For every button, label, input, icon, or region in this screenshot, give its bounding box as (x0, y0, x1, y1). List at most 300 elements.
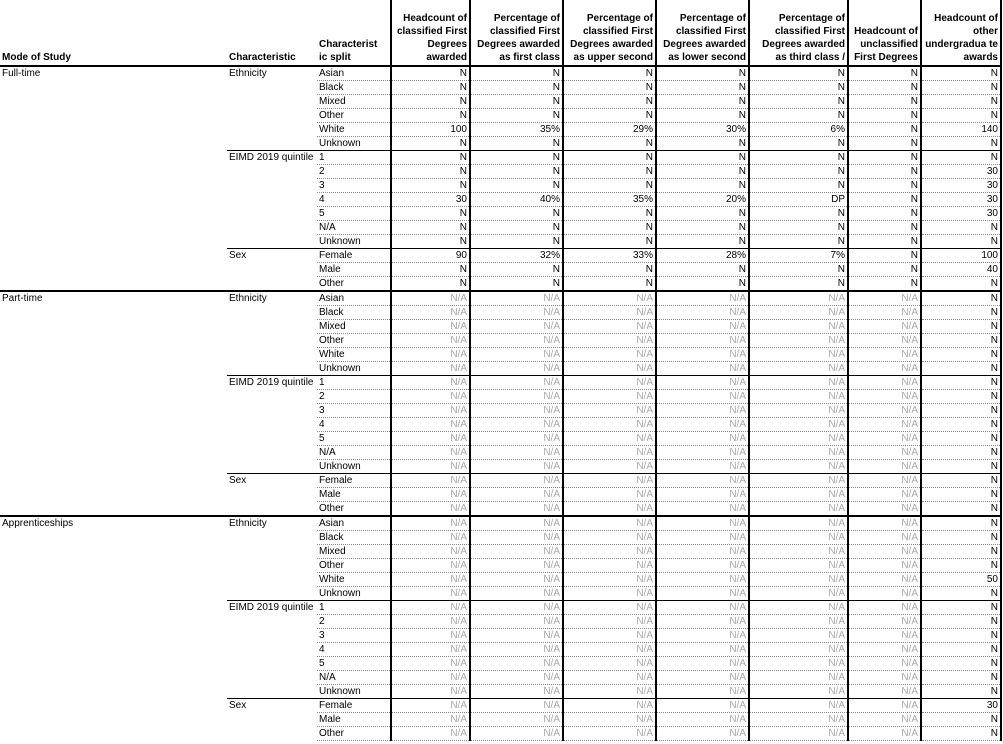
value-cell[interactable]: N/A (848, 516, 921, 531)
value-cell[interactable]: N (921, 362, 1001, 376)
value-cell[interactable]: N (563, 235, 656, 249)
empty-cell[interactable] (227, 545, 317, 559)
value-cell[interactable]: N/A (656, 601, 749, 615)
empty-cell[interactable] (0, 348, 227, 362)
value-cell[interactable]: N/A (470, 671, 563, 685)
value-cell[interactable]: N/A (848, 446, 921, 460)
value-cell[interactable]: N (656, 165, 749, 179)
value-cell[interactable]: N/A (749, 559, 848, 573)
value-cell[interactable]: N/A (749, 573, 848, 587)
header-pct-third-class[interactable]: Percentage of classified First Degrees awarded as third class / (749, 0, 848, 66)
value-cell[interactable]: N/A (749, 418, 848, 432)
value-cell[interactable]: N (921, 235, 1001, 249)
empty-cell[interactable] (227, 277, 317, 292)
value-cell[interactable]: N/A (749, 488, 848, 502)
value-cell[interactable]: N (749, 277, 848, 292)
value-cell[interactable]: N (921, 306, 1001, 320)
empty-cell[interactable] (227, 629, 317, 643)
value-cell[interactable]: N/A (470, 573, 563, 587)
value-cell[interactable]: N/A (656, 671, 749, 685)
value-cell[interactable]: N/A (749, 502, 848, 517)
empty-cell[interactable] (0, 109, 227, 123)
value-cell[interactable]: N/A (391, 474, 470, 488)
value-cell[interactable]: N (656, 81, 749, 95)
characteristic-cell[interactable]: Sex (227, 699, 317, 713)
value-cell[interactable]: N/A (470, 615, 563, 629)
value-cell[interactable]: N (391, 109, 470, 123)
value-cell[interactable]: N/A (749, 404, 848, 418)
value-cell[interactable]: N/A (848, 531, 921, 545)
characteristic-split-cell[interactable]: Asian (317, 291, 391, 306)
value-cell[interactable]: N/A (848, 629, 921, 643)
value-cell[interactable]: N/A (470, 334, 563, 348)
value-cell[interactable]: N/A (749, 657, 848, 671)
value-cell[interactable]: N/A (749, 446, 848, 460)
value-cell[interactable]: N/A (470, 291, 563, 306)
empty-cell[interactable] (227, 404, 317, 418)
value-cell[interactable]: 40% (470, 193, 563, 207)
header-headcount-classified[interactable]: Headcount of classified First Degrees awarded (391, 0, 470, 66)
value-cell[interactable]: N/A (656, 629, 749, 643)
value-cell[interactable]: N/A (563, 348, 656, 362)
characteristic-split-cell[interactable]: Male (317, 488, 391, 502)
value-cell[interactable]: 6% (749, 123, 848, 137)
value-cell[interactable]: N/A (470, 643, 563, 657)
value-cell[interactable]: N (921, 587, 1001, 601)
value-cell[interactable]: N/A (749, 390, 848, 404)
characteristic-split-cell[interactable]: Unknown (317, 587, 391, 601)
empty-cell[interactable] (0, 320, 227, 334)
empty-cell[interactable] (0, 502, 227, 517)
empty-cell[interactable] (227, 109, 317, 123)
value-cell[interactable]: N/A (848, 460, 921, 474)
empty-cell[interactable] (0, 418, 227, 432)
empty-cell[interactable] (227, 348, 317, 362)
value-cell[interactable]: N/A (470, 713, 563, 727)
value-cell[interactable]: N (921, 713, 1001, 727)
value-cell[interactable]: N/A (749, 362, 848, 376)
characteristic-cell[interactable]: Sex (227, 474, 317, 488)
value-cell[interactable]: N/A (391, 390, 470, 404)
value-cell[interactable]: N (749, 221, 848, 235)
value-cell[interactable]: 33% (563, 249, 656, 263)
value-cell[interactable]: N/A (656, 699, 749, 713)
value-cell[interactable]: N (470, 66, 563, 81)
value-cell[interactable]: N (749, 179, 848, 193)
value-cell[interactable]: N (921, 221, 1001, 235)
value-cell[interactable]: N/A (391, 404, 470, 418)
value-cell[interactable]: N (921, 460, 1001, 474)
characteristic-split-cell[interactable]: Other (317, 334, 391, 348)
header-headcount-unclassified[interactable]: Headcount of unclassified First Degrees (848, 0, 921, 66)
value-cell[interactable]: N (848, 66, 921, 81)
characteristic-split-cell[interactable]: Unknown (317, 460, 391, 474)
value-cell[interactable]: N (656, 151, 749, 165)
header-pct-first-class[interactable]: Percentage of classified First Degrees awarded as first class (470, 0, 563, 66)
characteristic-split-cell[interactable]: 1 (317, 151, 391, 165)
value-cell[interactable]: N/A (470, 362, 563, 376)
value-cell[interactable]: N/A (563, 474, 656, 488)
value-cell[interactable]: N (921, 657, 1001, 671)
value-cell[interactable]: N/A (656, 376, 749, 390)
empty-cell[interactable] (0, 488, 227, 502)
empty-cell[interactable] (227, 235, 317, 249)
value-cell[interactable]: N/A (391, 502, 470, 517)
value-cell[interactable]: N/A (656, 460, 749, 474)
value-cell[interactable]: N/A (656, 545, 749, 559)
characteristic-split-cell[interactable]: 5 (317, 207, 391, 221)
value-cell[interactable]: N/A (656, 446, 749, 460)
empty-cell[interactable] (0, 207, 227, 221)
value-cell[interactable]: N (921, 334, 1001, 348)
value-cell[interactable]: N (563, 263, 656, 277)
empty-cell[interactable] (0, 474, 227, 488)
value-cell[interactable]: N (563, 95, 656, 109)
value-cell[interactable]: N (749, 95, 848, 109)
value-cell[interactable]: N/A (391, 306, 470, 320)
empty-cell[interactable] (227, 460, 317, 474)
value-cell[interactable]: N (921, 404, 1001, 418)
value-cell[interactable]: N/A (470, 531, 563, 545)
header-mode-of-study[interactable]: Mode of Study (0, 0, 227, 66)
characteristic-split-cell[interactable]: Unknown (317, 685, 391, 699)
value-cell[interactable]: N (563, 207, 656, 221)
empty-cell[interactable] (0, 404, 227, 418)
value-cell[interactable]: N (848, 123, 921, 137)
value-cell[interactable]: N (656, 137, 749, 151)
value-cell[interactable]: N (391, 235, 470, 249)
value-cell[interactable]: N (921, 66, 1001, 81)
value-cell[interactable]: N (470, 277, 563, 292)
value-cell[interactable]: N/A (563, 573, 656, 587)
characteristic-cell[interactable]: Ethnicity (227, 291, 317, 306)
value-cell[interactable]: N (391, 207, 470, 221)
characteristic-split-cell[interactable]: 4 (317, 418, 391, 432)
empty-cell[interactable] (227, 81, 317, 95)
value-cell[interactable]: N (921, 545, 1001, 559)
empty-cell[interactable] (0, 432, 227, 446)
empty-cell[interactable] (227, 207, 317, 221)
value-cell[interactable]: N/A (656, 685, 749, 699)
value-cell[interactable]: N/A (563, 615, 656, 629)
empty-cell[interactable] (0, 573, 227, 587)
value-cell[interactable]: N (848, 137, 921, 151)
value-cell[interactable]: N/A (749, 615, 848, 629)
value-cell[interactable]: N/A (563, 362, 656, 376)
empty-cell[interactable] (227, 418, 317, 432)
empty-cell[interactable] (0, 657, 227, 671)
empty-cell[interactable] (0, 727, 227, 741)
value-cell[interactable]: N/A (749, 545, 848, 559)
value-cell[interactable]: 140 (921, 123, 1001, 137)
empty-cell[interactable] (227, 179, 317, 193)
value-cell[interactable]: N (563, 151, 656, 165)
empty-cell[interactable] (0, 306, 227, 320)
empty-cell[interactable] (227, 193, 317, 207)
value-cell[interactable]: N (848, 151, 921, 165)
value-cell[interactable]: N (656, 109, 749, 123)
value-cell[interactable]: N (656, 221, 749, 235)
value-cell[interactable]: N/A (563, 320, 656, 334)
value-cell[interactable]: N/A (391, 418, 470, 432)
empty-cell[interactable] (227, 95, 317, 109)
value-cell[interactable]: N (563, 81, 656, 95)
value-cell[interactable]: N/A (749, 291, 848, 306)
empty-cell[interactable] (0, 545, 227, 559)
value-cell[interactable]: N (921, 502, 1001, 517)
characteristic-split-cell[interactable]: 3 (317, 629, 391, 643)
value-cell[interactable]: N (921, 474, 1001, 488)
characteristic-split-cell[interactable]: Black (317, 81, 391, 95)
value-cell[interactable]: 30 (921, 179, 1001, 193)
value-cell[interactable]: N/A (391, 643, 470, 657)
value-cell[interactable]: N/A (470, 320, 563, 334)
value-cell[interactable]: N/A (848, 502, 921, 517)
value-cell[interactable]: N/A (391, 446, 470, 460)
empty-cell[interactable] (0, 531, 227, 545)
characteristic-split-cell[interactable]: Mixed (317, 545, 391, 559)
value-cell[interactable]: N (921, 629, 1001, 643)
value-cell[interactable]: N/A (470, 699, 563, 713)
characteristic-split-cell[interactable]: 1 (317, 376, 391, 390)
value-cell[interactable]: N/A (848, 362, 921, 376)
value-cell[interactable]: N (921, 671, 1001, 685)
value-cell[interactable]: 28% (656, 249, 749, 263)
value-cell[interactable]: N (921, 685, 1001, 699)
value-cell[interactable]: N (391, 263, 470, 277)
value-cell[interactable]: N/A (470, 488, 563, 502)
value-cell[interactable]: N/A (563, 559, 656, 573)
value-cell[interactable]: N (470, 235, 563, 249)
value-cell[interactable]: N/A (470, 516, 563, 531)
value-cell[interactable]: 29% (563, 123, 656, 137)
empty-cell[interactable] (227, 573, 317, 587)
characteristic-split-cell[interactable]: Female (317, 249, 391, 263)
value-cell[interactable]: N (391, 81, 470, 95)
empty-cell[interactable] (0, 699, 227, 713)
header-characteristic-split[interactable]: Characterist ic split (317, 0, 391, 66)
value-cell[interactable]: N/A (656, 657, 749, 671)
value-cell[interactable]: N/A (848, 713, 921, 727)
value-cell[interactable]: N (656, 179, 749, 193)
empty-cell[interactable] (0, 334, 227, 348)
characteristic-cell[interactable]: Ethnicity (227, 516, 317, 531)
value-cell[interactable]: N (848, 277, 921, 292)
value-cell[interactable]: N (470, 165, 563, 179)
characteristic-split-cell[interactable]: N/A (317, 446, 391, 460)
value-cell[interactable]: N/A (391, 291, 470, 306)
value-cell[interactable]: N (391, 95, 470, 109)
value-cell[interactable]: N/A (656, 348, 749, 362)
value-cell[interactable]: N/A (470, 727, 563, 741)
value-cell[interactable]: N (470, 137, 563, 151)
value-cell[interactable]: N/A (563, 643, 656, 657)
value-cell[interactable]: N (749, 151, 848, 165)
value-cell[interactable]: N (921, 95, 1001, 109)
value-cell[interactable]: N/A (656, 432, 749, 446)
empty-cell[interactable] (0, 376, 227, 390)
characteristic-split-cell[interactable]: 2 (317, 390, 391, 404)
value-cell[interactable]: N/A (848, 671, 921, 685)
characteristic-split-cell[interactable]: Other (317, 502, 391, 517)
value-cell[interactable]: N (848, 221, 921, 235)
value-cell[interactable]: N (563, 165, 656, 179)
value-cell[interactable]: N/A (848, 488, 921, 502)
mode-of-study-cell[interactable]: Apprenticeships (0, 516, 227, 531)
empty-cell[interactable] (0, 713, 227, 727)
value-cell[interactable]: N/A (656, 320, 749, 334)
empty-cell[interactable] (0, 671, 227, 685)
value-cell[interactable]: N/A (391, 334, 470, 348)
characteristic-cell[interactable]: EIMD 2019 quintile (227, 376, 317, 390)
value-cell[interactable]: N/A (391, 671, 470, 685)
value-cell[interactable]: N/A (749, 685, 848, 699)
value-cell[interactable]: N/A (749, 306, 848, 320)
value-cell[interactable]: N/A (656, 615, 749, 629)
value-cell[interactable]: N/A (749, 531, 848, 545)
empty-cell[interactable] (0, 123, 227, 137)
characteristic-split-cell[interactable]: Unknown (317, 137, 391, 151)
value-cell[interactable]: N/A (848, 545, 921, 559)
value-cell[interactable]: N/A (749, 474, 848, 488)
value-cell[interactable]: N/A (848, 573, 921, 587)
value-cell[interactable]: N/A (470, 601, 563, 615)
value-cell[interactable]: N/A (563, 432, 656, 446)
value-cell[interactable]: N/A (391, 657, 470, 671)
characteristic-split-cell[interactable]: 5 (317, 432, 391, 446)
value-cell[interactable]: N (749, 263, 848, 277)
value-cell[interactable]: N/A (656, 587, 749, 601)
empty-cell[interactable] (0, 460, 227, 474)
value-cell[interactable]: N/A (391, 362, 470, 376)
value-cell[interactable]: N/A (848, 390, 921, 404)
value-cell[interactable]: N/A (656, 418, 749, 432)
characteristic-cell[interactable]: EIMD 2019 quintile (227, 601, 317, 615)
empty-cell[interactable] (227, 657, 317, 671)
value-cell[interactable]: N (391, 151, 470, 165)
empty-cell[interactable] (227, 362, 317, 376)
value-cell[interactable]: N/A (749, 334, 848, 348)
value-cell[interactable]: N (563, 221, 656, 235)
value-cell[interactable]: N (470, 179, 563, 193)
header-characteristic[interactable]: Characteristic (227, 0, 317, 66)
value-cell[interactable]: N/A (470, 348, 563, 362)
value-cell[interactable]: N/A (563, 291, 656, 306)
value-cell[interactable]: N (921, 376, 1001, 390)
characteristic-split-cell[interactable]: Other (317, 559, 391, 573)
value-cell[interactable]: N/A (391, 629, 470, 643)
empty-cell[interactable] (227, 587, 317, 601)
value-cell[interactable]: N (391, 165, 470, 179)
value-cell[interactable]: N (921, 137, 1001, 151)
empty-cell[interactable] (227, 559, 317, 573)
value-cell[interactable]: 90 (391, 249, 470, 263)
characteristic-split-cell[interactable]: Mixed (317, 95, 391, 109)
value-cell[interactable]: N/A (749, 587, 848, 601)
value-cell[interactable]: N/A (563, 727, 656, 741)
value-cell[interactable]: N/A (563, 516, 656, 531)
value-cell[interactable]: N/A (391, 320, 470, 334)
value-cell[interactable]: N (749, 165, 848, 179)
characteristic-split-cell[interactable]: Mixed (317, 320, 391, 334)
empty-cell[interactable] (0, 263, 227, 277)
characteristic-split-cell[interactable]: Asian (317, 516, 391, 531)
value-cell[interactable]: N/A (391, 559, 470, 573)
value-cell[interactable]: N (470, 109, 563, 123)
empty-cell[interactable] (0, 601, 227, 615)
value-cell[interactable]: 30% (656, 123, 749, 137)
value-cell[interactable]: N/A (563, 713, 656, 727)
value-cell[interactable]: N (921, 81, 1001, 95)
characteristic-split-cell[interactable]: Other (317, 277, 391, 292)
value-cell[interactable]: N/A (656, 502, 749, 517)
value-cell[interactable]: N/A (848, 559, 921, 573)
characteristic-cell[interactable]: Sex (227, 249, 317, 263)
value-cell[interactable]: N (563, 137, 656, 151)
value-cell[interactable]: N/A (563, 390, 656, 404)
value-cell[interactable]: N (656, 277, 749, 292)
value-cell[interactable]: N/A (470, 418, 563, 432)
characteristic-split-cell[interactable]: Other (317, 727, 391, 741)
empty-cell[interactable] (227, 727, 317, 741)
empty-cell[interactable] (0, 362, 227, 376)
characteristic-split-cell[interactable]: Male (317, 263, 391, 277)
empty-cell[interactable] (0, 446, 227, 460)
value-cell[interactable]: N/A (563, 488, 656, 502)
value-cell[interactable]: N (921, 446, 1001, 460)
value-cell[interactable]: N/A (563, 587, 656, 601)
value-cell[interactable]: N/A (470, 390, 563, 404)
value-cell[interactable]: N/A (848, 291, 921, 306)
value-cell[interactable]: N/A (656, 362, 749, 376)
value-cell[interactable]: N (563, 277, 656, 292)
value-cell[interactable]: N/A (391, 516, 470, 531)
value-cell[interactable]: N/A (391, 685, 470, 699)
value-cell[interactable]: 32% (470, 249, 563, 263)
value-cell[interactable]: N/A (656, 291, 749, 306)
value-cell[interactable]: N (470, 207, 563, 221)
value-cell[interactable]: 20% (656, 193, 749, 207)
empty-cell[interactable] (0, 151, 227, 165)
value-cell[interactable]: N/A (470, 446, 563, 460)
value-cell[interactable]: N (848, 263, 921, 277)
value-cell[interactable]: N (749, 137, 848, 151)
value-cell[interactable]: N/A (563, 376, 656, 390)
value-cell[interactable]: N/A (563, 671, 656, 685)
value-cell[interactable]: N (848, 165, 921, 179)
value-cell[interactable]: N/A (391, 615, 470, 629)
characteristic-split-cell[interactable]: 2 (317, 165, 391, 179)
empty-cell[interactable] (0, 95, 227, 109)
value-cell[interactable]: N/A (848, 643, 921, 657)
value-cell[interactable]: N/A (656, 516, 749, 531)
value-cell[interactable]: N/A (563, 460, 656, 474)
value-cell[interactable]: N/A (848, 699, 921, 713)
value-cell[interactable]: N/A (470, 404, 563, 418)
empty-cell[interactable] (227, 713, 317, 727)
characteristic-split-cell[interactable]: Other (317, 109, 391, 123)
empty-cell[interactable] (0, 137, 227, 151)
header-headcount-other[interactable]: Headcount of other undergradua te awards (921, 0, 1001, 66)
empty-cell[interactable] (227, 123, 317, 137)
empty-cell[interactable] (0, 235, 227, 249)
value-cell[interactable]: N/A (563, 502, 656, 517)
empty-cell[interactable] (227, 165, 317, 179)
value-cell[interactable]: N/A (848, 418, 921, 432)
empty-cell[interactable] (227, 446, 317, 460)
value-cell[interactable]: N/A (563, 446, 656, 460)
value-cell[interactable]: N/A (848, 685, 921, 699)
